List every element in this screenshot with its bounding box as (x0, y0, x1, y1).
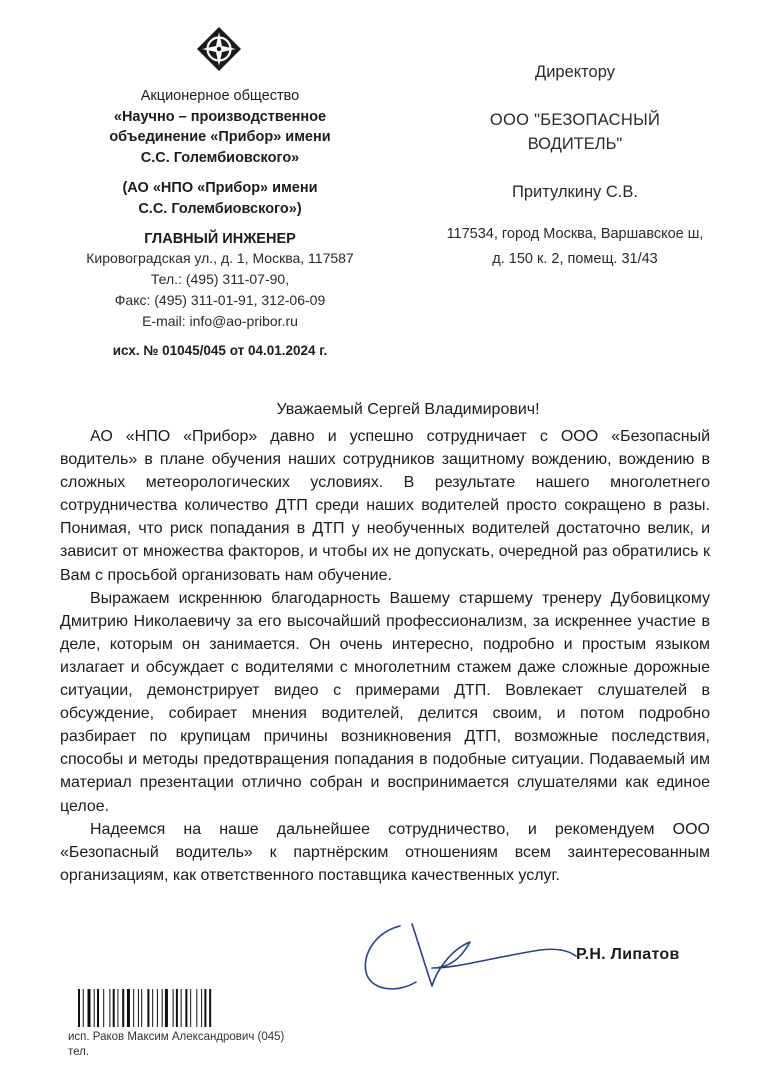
org-short-line-2: С.С. Голембиовского») (138, 200, 302, 217)
paragraph-1: АО «НПО «Прибор» давно и успешно сотрудничает с ООО «Безопасный водитель» в плане обучения наших сотрудников защитному вождению, вождению в сложных метеорологических условиях. В результате нашего многолетнего сотрудничества количество ДТП среди наших водителей просто сокращено в разы. Понимая, что риск попадания в ДТП у необученных водителей достаточно велик, и зависит от множества факторов, и чтобы их не допускать, очередной раз обратились к Вам с просьбой организовать нам обучение. (60, 428, 710, 584)
document-barcode (78, 989, 253, 1027)
handwritten-signature (340, 912, 580, 1002)
sender-phone: Тел.: (495) 311-07-90, (150, 271, 290, 287)
recipient-block (410, 60, 740, 270)
recipient-company-line-1: ООО "БЕЗОПАСНЫЙ (489, 111, 661, 129)
org-name-line-3: С.С. Голембиовского» (140, 149, 300, 166)
org-type: Акционерное общество (140, 88, 300, 104)
signer-name: Р.Н. Липатов (576, 946, 680, 963)
paragraph-2: Выражаем искреннюю благодарность Вашему старшему тренеру Дубовицкому Дмитрию Николаевичу за его высочайший профессионализм, за искреннее участие в деле, которым он занимается. Он очень интересно, подробно и простым языком излагает и обсуждает с водителями с многолетним стажем даже сложные дорожные ситуации, демонстрирует видео с примерами ДТП. Вовлекает слушателей в обсуждение, собирает мнения водителей, делится своим, и потом подробно разбирает по крупицам причины возникновения ДТП, возможные последствия, способы и методы предотвращения попадания в подобные ситуации. Подаваемый им материал презентации отлично собран и воспринимается слушателями как единое целое. (60, 589, 710, 815)
sender-position: ГЛАВНЫЙ ИНЖЕНЕР (144, 231, 296, 247)
org-name-line-1: «Научно – производственное (113, 108, 327, 125)
recipient-address-line-2: д. 150 к. 2, помещ. 31/43 (492, 251, 658, 267)
executor-info (68, 1030, 284, 1060)
recipient-address-line-1: 117534, город Москва, Варшавское ш, (446, 226, 704, 242)
sender-email: E-mail: info@ao-pribor.ru (142, 313, 298, 329)
recipient-company-line-2: ВОДИТЕЛЬ" (527, 135, 623, 153)
paragraph-3: Надеемся на наше дальнейшее сотрудничество, и рекомендуем ООО «Безопасный водитель» к партнёрским отношениям всем заинтересованным организациям, как ответственного поставщика качественных услуг. (60, 820, 710, 884)
outgoing-reference: исх. № 01045/045 от 04.01.2024 г. (112, 343, 328, 358)
executor-phone: тел. (68, 1046, 90, 1058)
compass-rose-emblem-icon (196, 26, 242, 72)
salutation: Уважаемый Сергей Владимирович! (276, 401, 540, 418)
letter-body (60, 425, 710, 887)
recipient-title: Директору (535, 63, 615, 81)
sender-address: Кировоградская ул., д. 1, Москва, 117587 (86, 250, 354, 266)
org-short-line-1: (АО «НПО «Прибор» имени (122, 180, 318, 196)
recipient-person: Притулкину С.В. (512, 183, 638, 201)
org-name-line-2: объединение «Прибор» имени (109, 129, 331, 145)
sender-fax: Факс: (495) 311-01-91, 312-06-09 (114, 292, 326, 308)
sender-contacts (60, 248, 380, 332)
executor-name: исп. Раков Максим Александрович (045) (68, 1031, 285, 1043)
sender-block (60, 86, 380, 250)
